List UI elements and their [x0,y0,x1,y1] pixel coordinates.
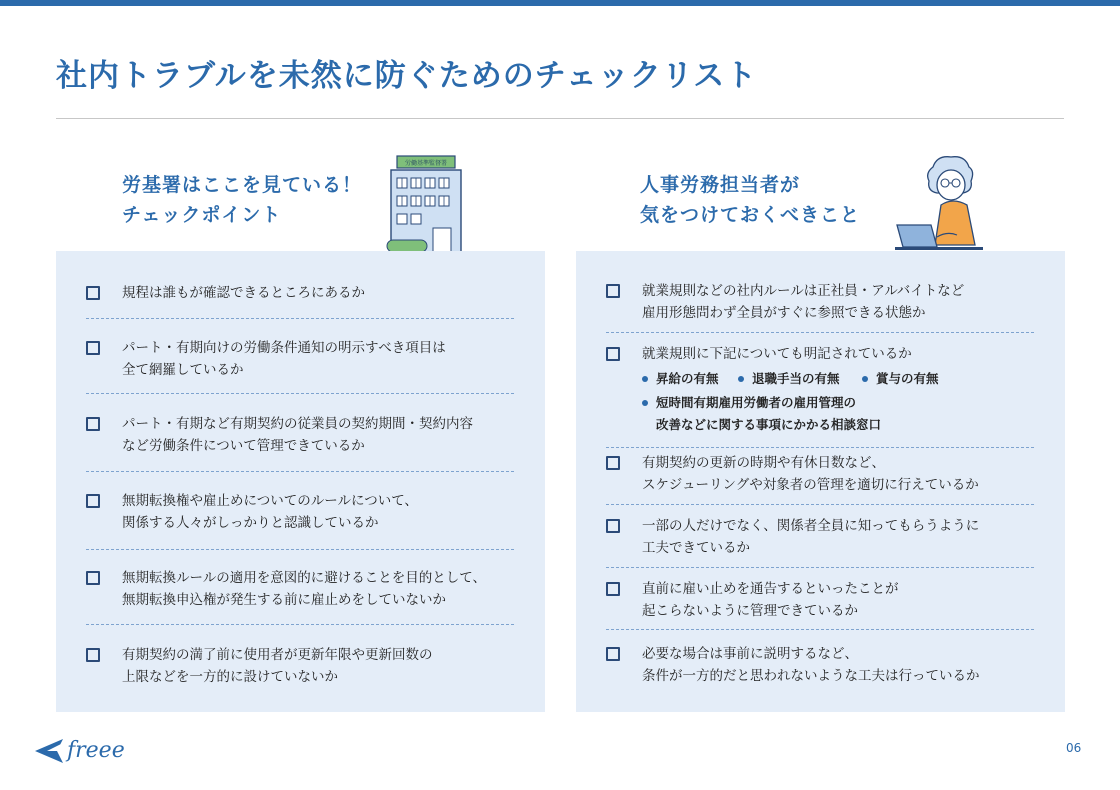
checkbox[interactable] [86,571,100,585]
checkbox[interactable] [86,341,100,355]
checkbox[interactable] [86,648,100,662]
item-text-line: 必要な場合は事前に説明するなど、 [642,646,858,662]
right-heading-line1: 人事労務担当者が [640,174,801,196]
item-text-line: 無期転換権や雇止めについてのルールについて、 [122,493,418,509]
dashed-separator [86,393,514,394]
sub-bullet-2 [738,368,840,390]
checkbox[interactable] [86,494,100,508]
item-text-line: 有期契約の満了前に使用者が更新年限や更新回数の [122,647,433,663]
item-text-line: パート・有期など有期契約の従業員の契約期間・契約内容 [122,416,473,432]
item-text-line: 無期転換申込権が発生する前に雇止めをしていないか [122,592,446,608]
bullet-dot [862,376,868,382]
checkbox[interactable] [606,284,620,298]
sub-bullet-text: 賞与の有無 [876,371,939,386]
sub-bullet-text: 改善などに関する事項にかかる相談窓口 [656,417,882,432]
item-text-line: 条件が一方的だと思われないような工夫は行っているか [642,668,980,684]
left-heading [122,170,362,230]
item-text-line: 就業規則などの社内ルールは正社員・アルバイトなど [642,283,965,299]
item-text-line: 規程は誰もが確認できるところにあるか [122,285,365,301]
right-checklist-panel [576,251,1065,712]
checkbox[interactable] [606,519,620,533]
dashed-separator [86,471,514,472]
dashed-separator [606,504,1034,505]
item-text-line: 就業規則に下記についても明記されているか [642,346,912,362]
item-text-line: 雇用形態問わず全員がすぐに参照できる状態か [642,305,926,321]
item-text-line: など労働条件について管理できているか [122,438,365,454]
bullet-dot [738,376,744,382]
item-text-line: 無期転換ルールの適用を意図的に避けることを目的として、 [122,570,486,586]
item-text-line: 有期契約の更新の時期や有休日数など、 [642,455,885,471]
checkbox[interactable] [606,647,620,661]
sub-bullet-text: 昇給の有無 [656,371,719,386]
item-text-line: 起こらないように管理できているか [642,603,858,619]
bullet-dot [642,376,648,382]
dashed-separator [606,447,1034,448]
item-text-line: スケジューリングや対象者の管理を適切に行えているか [642,477,979,493]
left-checklist-panel [56,251,545,712]
logo-text: freee [67,738,125,763]
sub-bullet-4 [642,392,881,436]
page-number: 06 [1066,741,1082,755]
checkbox[interactable] [606,347,620,361]
item-text-line: 全て網羅しているか [122,362,244,378]
left-heading-line1: 労基署はここを見ている！ [122,174,363,196]
checkbox[interactable] [86,417,100,431]
top-accent-bar [0,0,1120,6]
checkbox[interactable] [606,582,620,596]
bullet-dot [642,400,648,406]
item-text-line: パート・有期向けの労働条件通知の明示すべき項目は [122,340,446,356]
item-text-line: 一部の人だけでなく、関係者全員に知ってもらうように [642,518,980,534]
left-heading-line2: チェックポイント [122,204,282,226]
item-text-line: 上限などを一方的に設けていないか [122,669,338,685]
hr-staff-at-laptop-illustration [893,153,985,253]
sub-bullet-3 [862,368,939,390]
right-heading-line2: 気をつけておくべきこと [640,204,861,226]
title-divider [56,118,1064,119]
freee-logo [33,729,133,771]
sub-bullet-1 [642,368,719,390]
dashed-separator [606,332,1034,333]
dashed-separator [606,629,1034,630]
dashed-separator [86,549,514,550]
item-text-line: 工夫できているか [642,540,750,556]
labor-office-building-illustration [383,154,469,254]
sub-bullet-text: 短時間有期雇用労働者の雇用管理の [656,395,857,410]
checkbox[interactable] [86,286,100,300]
right-heading [640,170,860,230]
item-text-line: 直前に雇い止めを通告するといったことが [642,581,899,597]
dashed-separator [606,567,1034,568]
dashed-separator [86,624,514,625]
dashed-separator [86,318,514,319]
checkbox[interactable] [606,456,620,470]
building-sign-text: 労働基準監督署 [404,160,448,167]
item-text-line: 関係する人々がしっかりと認識しているか [122,515,379,531]
page-title: 社内トラブルを未然に防ぐためのチェックリスト [56,58,758,94]
sub-bullet-text: 退職手当の有無 [752,371,840,386]
